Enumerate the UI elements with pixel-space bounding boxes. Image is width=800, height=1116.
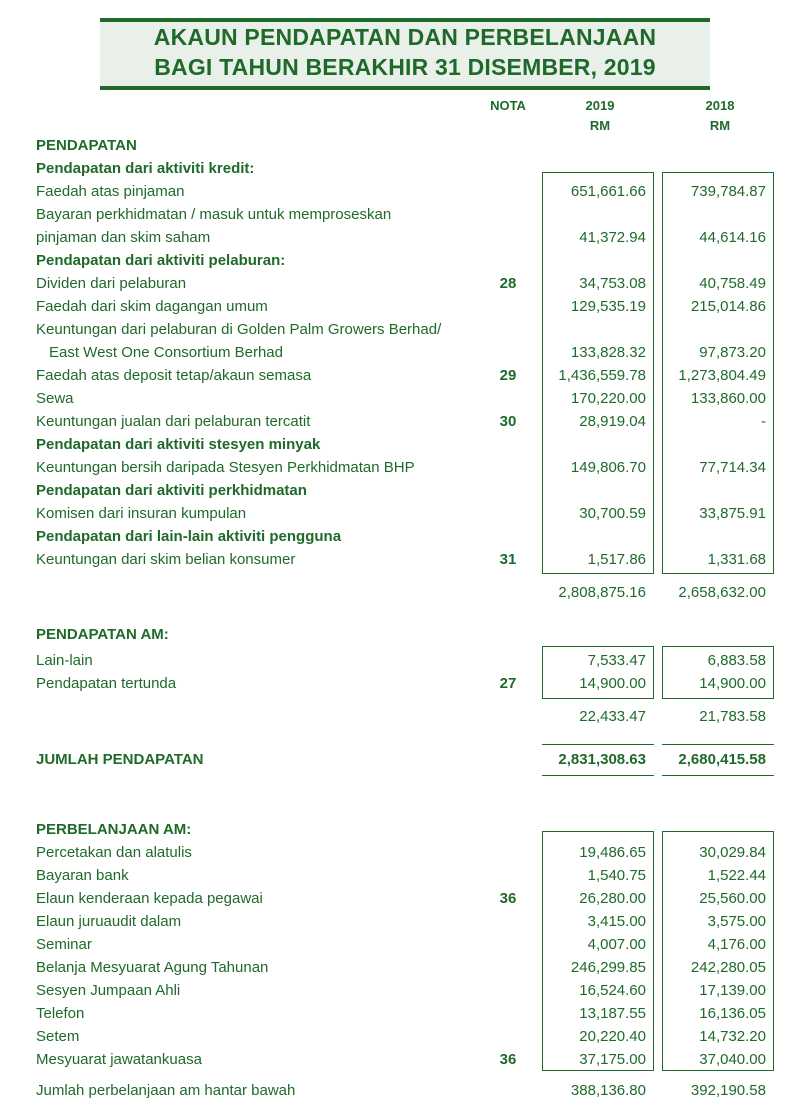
statement-row [0, 457, 800, 479]
statement-row [0, 911, 800, 933]
row-value-2019: 1,517.86 [587, 551, 646, 568]
row-value-2019: 133,828.32 [570, 344, 646, 361]
statement-row [0, 549, 800, 571]
row-value-2018: - [761, 413, 766, 430]
statement-row [0, 434, 800, 456]
statement-row [0, 582, 800, 604]
row-label: Mesyuarat jawatankuasa [36, 1051, 202, 1068]
row-label: PERBELANJAAN AM: [36, 821, 192, 838]
row-label: Percetakan dan alatulis [36, 844, 192, 861]
row-value-2019: 13,187.55 [579, 1005, 646, 1022]
row-value-2019: 1,540.75 [587, 867, 646, 884]
row-label: Pendapatan dari aktiviti stesyen minyak [36, 436, 321, 453]
row-value-2018: 3,575.00 [707, 913, 766, 930]
statement-row [0, 411, 800, 433]
row-value-2019: 2,831,308.63 [558, 751, 646, 768]
row-label: Komisen dari insuran kumpulan [36, 505, 247, 522]
statement-row [0, 934, 800, 956]
total-income-rule-2019 [542, 744, 654, 745]
statement-row [0, 1026, 800, 1048]
row-value-2019: 170,220.00 [570, 390, 646, 407]
row-label: Pendapatan dari lain-lain aktiviti pengguna [36, 528, 342, 545]
row-value-2018: 739,784.87 [690, 183, 766, 200]
statement-title [100, 18, 710, 90]
row-value-2018: 40,758.49 [699, 275, 766, 292]
row-value-2018: 44,614.16 [699, 229, 766, 246]
row-value-2018: 17,139.00 [699, 982, 766, 999]
row-value-2018: 2,680,415.58 [678, 751, 766, 768]
statement-row [0, 296, 800, 318]
row-label: Belanja Mesyuarat Agung Tahunan [36, 959, 269, 976]
row-label: Faedah dari skim dagangan umum [36, 298, 268, 315]
row-value-2018: 33,875.91 [699, 505, 766, 522]
row-value-2019: 22,433.47 [579, 708, 646, 725]
row-label: Elaun juruaudit dalam [36, 913, 182, 930]
row-value-2019: 1,436,559.78 [558, 367, 646, 384]
title-line-2: BAGI TAHUN BERAKHIR 31 DISEMBER, 2019 [154, 54, 656, 80]
row-value-2019: 388,136.80 [570, 1082, 646, 1099]
row-label: Jumlah perbelanjaan am hantar bawah [36, 1082, 296, 1099]
row-label: Pendapatan dari aktiviti kredit: [36, 160, 255, 177]
row-value-2018: 392,190.58 [690, 1082, 766, 1099]
statement-row [0, 342, 800, 364]
row-value-2019: 16,524.60 [579, 982, 646, 999]
statement-row [0, 388, 800, 410]
row-value-2018: 6,883.58 [707, 652, 766, 669]
row-label: Telefon [36, 1005, 85, 1022]
statement-row [0, 842, 800, 864]
row-value-2018: 215,014.86 [690, 298, 766, 315]
statement-row [0, 319, 800, 341]
row-value-2018: 16,136.05 [699, 1005, 766, 1022]
statement-row [0, 819, 800, 841]
nota-header: NOTA [490, 98, 526, 113]
row-value-2018: 2,658,632.00 [678, 584, 766, 601]
row-value-2019: 149,806.70 [570, 459, 646, 476]
row-value-2019: 651,661.66 [570, 183, 646, 200]
row-label: Elaun kenderaan kepada pegawai [36, 890, 263, 907]
row-value-2019: 37,175.00 [579, 1051, 646, 1068]
row-value-2018: 97,873.20 [699, 344, 766, 361]
statement-row [0, 749, 800, 771]
row-label: JUMLAH PENDAPATAN [36, 751, 204, 768]
statement-row [0, 624, 800, 646]
statement-row [0, 181, 800, 203]
row-value-2019: 2,808,875.16 [558, 584, 646, 601]
statement-row [0, 503, 800, 525]
total-income-rule-2018 [662, 744, 774, 745]
statement-row [0, 980, 800, 1002]
row-value-2018: 77,714.34 [699, 459, 766, 476]
statement-row [0, 135, 800, 157]
statement-row [0, 250, 800, 272]
year-2018-header: 2018 RM [705, 98, 735, 133]
row-value-2019: 30,700.59 [579, 505, 646, 522]
row-label: Setem [36, 1028, 80, 1045]
statement-row [0, 158, 800, 180]
row-value-2018: 14,900.00 [699, 675, 766, 692]
row-value-2019: 41,372.94 [579, 229, 646, 246]
row-value-2019: 28,919.04 [579, 413, 646, 430]
row-label: Dividen dari pelaburan [36, 275, 187, 292]
row-value-2018: 25,560.00 [699, 890, 766, 907]
statement-row [0, 706, 800, 728]
row-label: PENDAPATAN [36, 137, 137, 154]
row-value-2019: 7,533.47 [587, 652, 646, 669]
row-label: Keuntungan dari skim belian konsumer [36, 551, 296, 568]
row-label: Pendapatan dari aktiviti pelaburan: [36, 252, 286, 269]
row-label: Faedah atas pinjaman [36, 183, 185, 200]
statement-row [0, 365, 800, 387]
statement-row [0, 673, 800, 695]
row-label: Sewa [36, 390, 74, 407]
row-nota: 27 [499, 675, 517, 692]
row-value-2019: 26,280.00 [579, 890, 646, 907]
row-value-2018: 37,040.00 [699, 1051, 766, 1068]
statement-row [0, 1049, 800, 1071]
row-nota: 36 [499, 1051, 517, 1068]
row-value-2019: 246,299.85 [570, 959, 646, 976]
statement-row [0, 650, 800, 672]
row-value-2018: 4,176.00 [707, 936, 766, 953]
statement-row [0, 526, 800, 548]
row-nota: 30 [499, 413, 517, 430]
row-value-2019: 34,753.08 [579, 275, 646, 292]
statement-row [0, 273, 800, 295]
row-label: Keuntungan bersih daripada Stesyen Perkhidmatan BHP [36, 459, 415, 476]
row-label: Faedah atas deposit tetap/akaun semasa [36, 367, 312, 384]
title-line-1: AKAUN PENDAPATAN DAN PERBELANJAAN [153, 24, 657, 50]
row-label: Pendapatan dari aktiviti perkhidmatan [36, 482, 307, 499]
row-nota: 28 [499, 275, 517, 292]
row-value-2019: 129,535.19 [570, 298, 646, 315]
row-label: pinjaman dan skim saham [36, 229, 211, 246]
row-value-2019: 14,900.00 [579, 675, 646, 692]
row-value-2018: 1,522.44 [707, 867, 766, 884]
statement-row [0, 957, 800, 979]
row-label: East West One Consortium Berhad [49, 344, 283, 361]
statement-row [0, 227, 800, 249]
year-2019-header: 2019 RM [585, 98, 615, 133]
row-nota: 31 [499, 551, 517, 568]
row-label: Bayaran perkhidmatan / masuk untuk memproseskan [36, 206, 392, 223]
row-label: PENDAPATAN AM: [36, 626, 169, 643]
row-value-2019: 20,220.40 [579, 1028, 646, 1045]
row-label: Bayaran bank [36, 867, 129, 884]
statement-row [0, 865, 800, 887]
statement-row [0, 204, 800, 226]
statement-row [0, 888, 800, 910]
row-value-2018: 133,860.00 [690, 390, 766, 407]
row-label: Seminar [36, 936, 92, 953]
row-label: Keuntungan dari pelaburan di Golden Palm Growers Berhad/ [36, 321, 442, 338]
row-label: Keuntungan jualan dari pelaburan tercatit [36, 413, 311, 430]
row-label: Sesyen Jumpaan Ahli [36, 982, 181, 999]
row-value-2018: 21,783.58 [699, 708, 766, 725]
row-value-2018: 30,029.84 [699, 844, 766, 861]
row-value-2018: 1,331.68 [707, 551, 766, 568]
row-label: Pendapatan tertunda [36, 675, 177, 692]
row-value-2018: 14,732.20 [699, 1028, 766, 1045]
statement-row [0, 1080, 800, 1102]
total-income-underline-2018 [662, 775, 774, 776]
row-value-2019: 19,486.65 [579, 844, 646, 861]
statement-row [0, 1003, 800, 1025]
row-value-2018: 1,273,804.49 [678, 367, 766, 384]
row-value-2019: 3,415.00 [587, 913, 646, 930]
row-label: Lain-lain [36, 652, 93, 669]
row-value-2018: 242,280.05 [690, 959, 766, 976]
row-value-2019: 4,007.00 [587, 936, 646, 953]
total-income-underline-2019 [542, 775, 654, 776]
statement-row [0, 480, 800, 502]
row-nota: 36 [499, 890, 517, 907]
row-nota: 29 [499, 367, 517, 384]
